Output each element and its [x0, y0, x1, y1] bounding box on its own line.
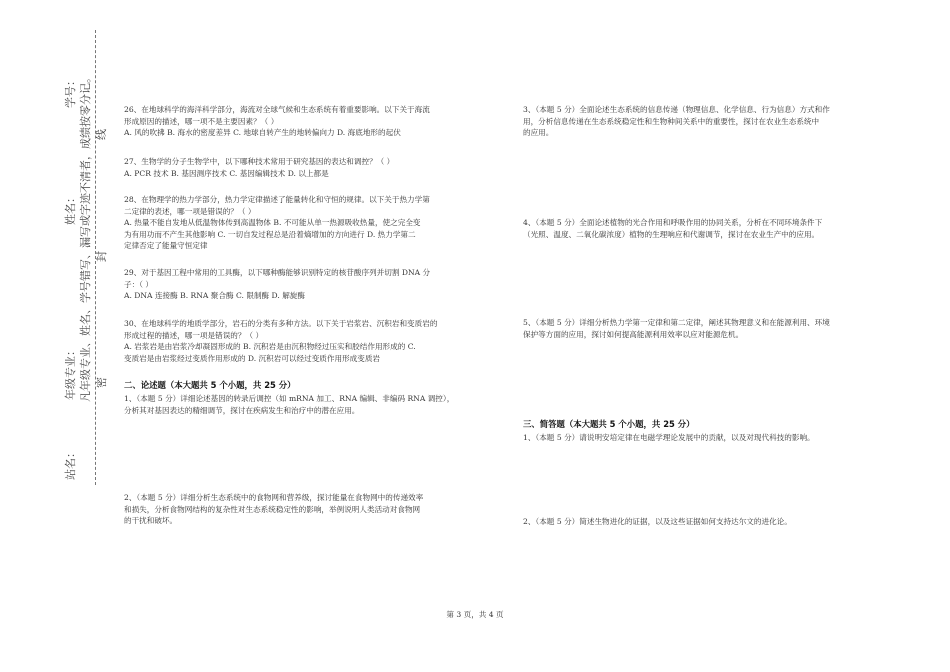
short-answer-1: 1、（本题 5 分）请说明安培定律在电磁学理论发展中的贡献，以及对现代科技的影响。 [523, 433, 815, 442]
margin-notice: 凡年级专业、姓名、学号错写、漏写或字迹不清者，成绩按零分记。 [79, 72, 92, 402]
margin-seal-feng: 封 [95, 251, 108, 262]
essay-4: 4、（本题 5 分）全面论述植物的光合作用和呼吸作用的协同关系，分析在不同环境条件下 （光照、温度、二氧化碳浓度）植物的生理响应和代谢调节，探讨在农业生产中的应用。 [523, 218, 823, 239]
margin-line-id: 学号： [64, 75, 77, 108]
essay-2: 2、（本题 5 分）详细分析生态系统中的食物网和营养级，探讨能量在食物网中的传递效率 和损失，分析食物网结构的复杂性对生态系统稳定性的影响，举例说明人类活动对食物网 的干扰和破坏。 [124, 493, 424, 526]
question-26: 26、在地球科学的海洋科学部分，海流对全球气候和生态系统有着重要影响。以下关于海流 形成原因的描述，哪一项不是主要因素？（ ） A. 风的吹拂 B. 海水的密度差异 C. 地球自转产生的地转偏向力 D. 海底地形的起伏 [124, 105, 430, 138]
question-29: 29、对于基因工程中常用的工具酶，以下哪种酶能够识别特定的核苷酸序列并切割 DNA 分 子：（ ） A. DNA 连接酶 B. RNA 聚合酶 C. 限制酶 D. 解旋酶 [124, 268, 431, 301]
margin-line-station: 站名： [64, 447, 77, 480]
margin-line-name: 姓名： [64, 192, 77, 225]
question-27: 27、生物学的分子生物学中，以下哪种技术常用于研究基因的表达和调控？（ ） A. PCR 技术 B. 基因测序技术 C. 基因编辑技术 D. 以上都是 [124, 157, 395, 178]
margin-seal-xian: 线 [95, 129, 108, 140]
page-footer: 第 3 页，共 4 页 [446, 610, 504, 619]
section-essay-title: 二、论述题（本大题共 5 个小题，共 25 分） [124, 380, 296, 390]
section-short-answer-title: 三、简答题（本大题共 5 个小题，共 25 分） [523, 419, 695, 429]
essay-1: 1、（本题 5 分）详细论述基因的转录后调控（如 mRNA 加工、RNA 编辑、非编码 RNA 调控）， 分析其对基因表达的精细调节，探讨在疾病发生和治疗中的潜在应用。 [124, 394, 455, 415]
margin-seal-mi: 密 [95, 377, 108, 388]
short-answer-2: 2、（本题 5 分）简述生物进化的证据，以及这些证据如何支持达尔文的进化论。 [523, 517, 792, 526]
margin-line-major: 年级专业： [64, 345, 77, 400]
essay-3: 3、（本题 5 分）全面论述生态系统的信息传递（物理信息、化学信息、行为信息）方式和作 用，分析信息传递在生态系统稳定性和生物种间关系中的重要性，探讨在农业生态系统中 的应用。 [523, 105, 830, 138]
margin-dash-line [95, 30, 96, 485]
essay-5: 5、（本题 5 分）详细分析热力学第一定律和第二定律，阐述其物理意义和在能源利用、环境 保护等方面的应用，探讨如何提高能源利用效率以应对能源危机。 [523, 318, 830, 339]
question-28: 28、在物理学的热力学部分，热力学定律描述了能量转化和守恒的规律。以下关于热力学第 二定律的表述，哪一项是错误的？（ ） A. 热量不能自发地从低温物体传到高温物体 B. 不可能从单一热源吸收热量，使之完全变 为有用功而不产生其他影响 C. 一切自发过程总是沿着熵增加的方向进行 D. 热力学第二 定律否定了能量守恒定律 [124, 195, 430, 251]
question-30: 30、在地球科学的地质学部分，岩石的分类有多种方法。以下关于岩浆岩、沉积岩和变质岩的 形成过程的描述，哪一项是错误的？（ ） A. 岩浆岩是由岩浆冷却凝固形成的 B. 沉积岩是由沉积物经过压实和胶结作用形成的 C. 变质岩是由岩浆经过变质作用形成的 D. 沉积岩可以经过变质作用形成变质岩 [124, 319, 438, 363]
